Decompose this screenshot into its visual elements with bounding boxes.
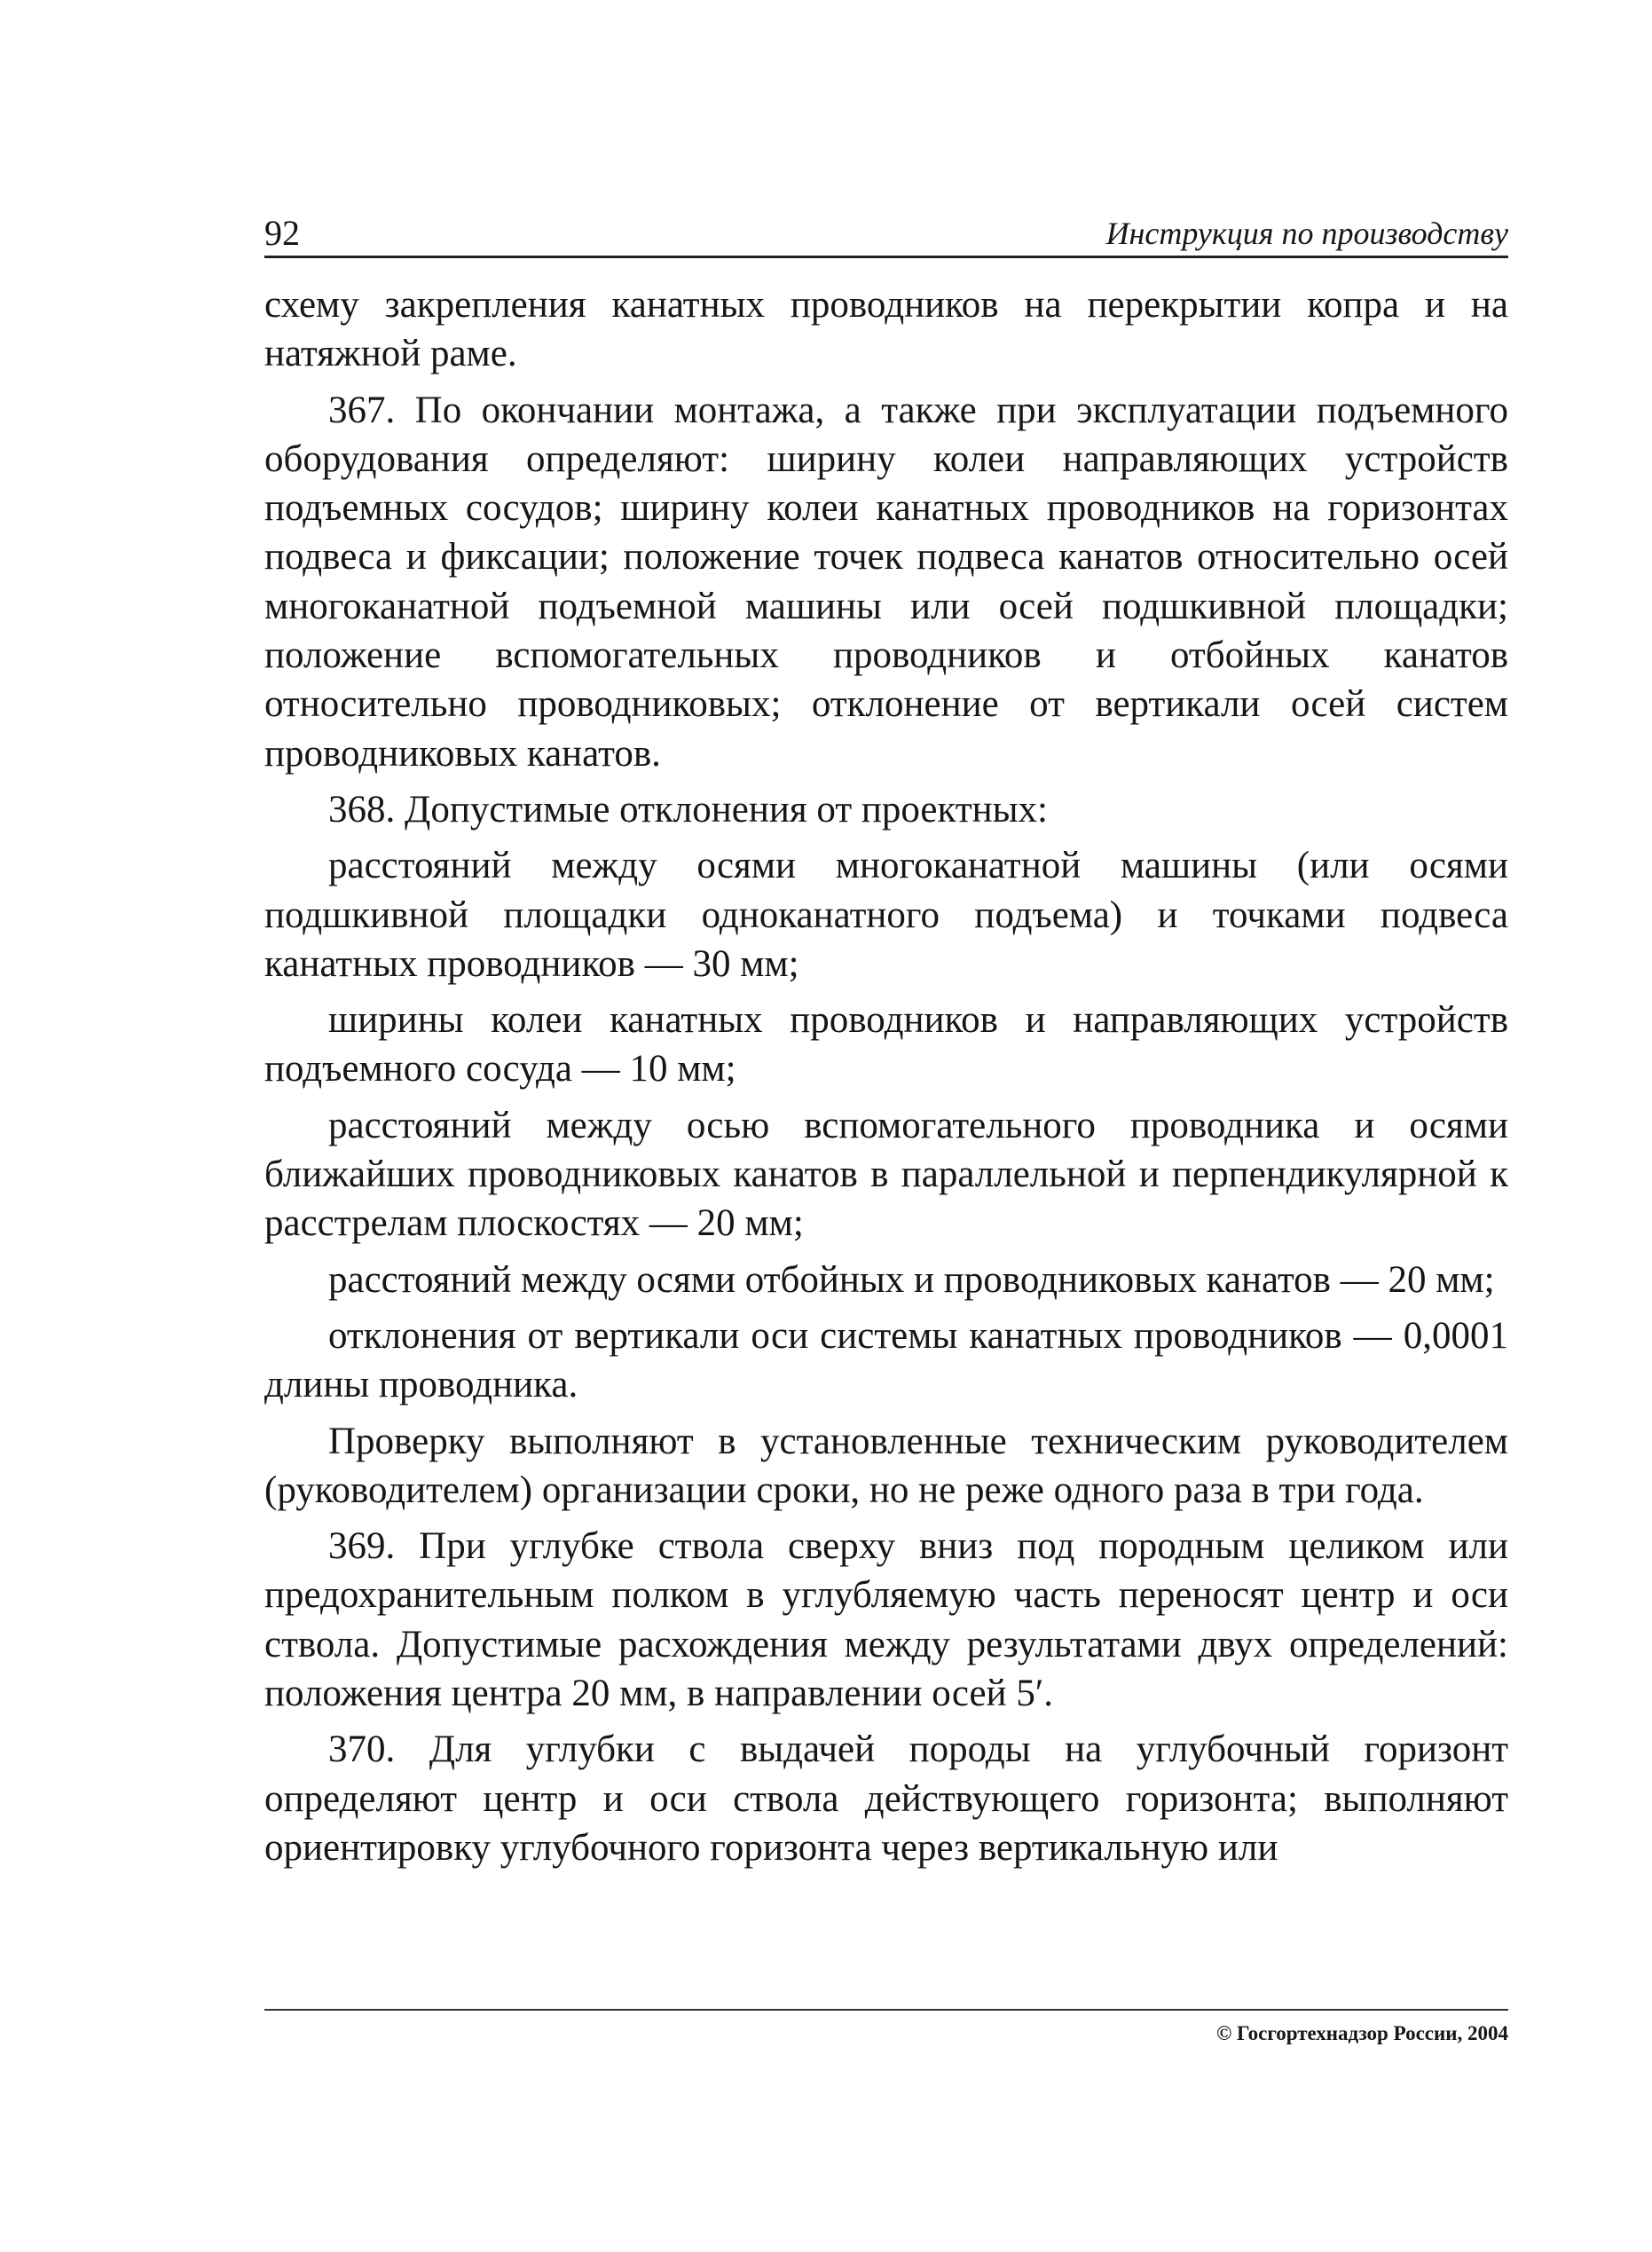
paragraph-369: 369. При углубке ствола сверху вниз под породным целиком или предохранительным полком в углубляемую часть переносят центр и оси ствола. Допустимые расхождения между результатами двух определений: положения центра 20 мм, в направлении осей 5′. (264, 1525, 1508, 1715)
tolerance-item-vertical: отклонения от вертикали оси системы канатных проводников — 0,0001 длины проводника. (264, 1314, 1508, 1406)
tolerance-item-auxiliary-guide: расстояний между осью вспомогательного проводника и осями ближайших проводниковых канатов в параллельной и перпендикулярной к расстрелам плоскостях — 20 мм; (264, 1104, 1508, 1245)
tolerance-item-track-width: ширины колеи канатных проводников и направляющих устройств подъемного сосуда — 10 мм; (264, 999, 1508, 1091)
paragraph-367: 367. По окончании монтажа, а также при эксплуатации подъемного оборудования определяют: ширину колеи направляющих устройств подъемных сосудов; ширину колеи канатных проводников на горизонтах подвеса и фиксации; положение точек подвеса канатов относительно осей многоканатной подъемной машины или осей подшкивной площадки; положение вспомогательных проводников и отбойных канатов относительно проводниковых; отклонение от вертикали осей систем проводниковых канатов. (264, 389, 1508, 775)
paragraph-368: 368. Допустимые отклонения от проектных: (328, 788, 1048, 831)
page-header (264, 213, 1508, 258)
tolerance-item-suspension: расстояний между осями многоканатной машины (или осями подшкивной площадки одноканатного подъема) и точками подвеса канатных проводников — 30 мм; (264, 845, 1508, 985)
running-title: Инструкция по производству (1105, 216, 1508, 251)
footer-copyright: © Госгортехнадзор России, 2004 (1216, 2022, 1508, 2044)
body-text (264, 280, 1508, 1872)
paragraph-inspection: Проверку выполняют в установленные техническим руководителем (руководителем) организации сроки, но не реже одного раза в три года. (264, 1420, 1508, 1511)
page-number: 92 (264, 213, 300, 253)
paragraph-370: 370. Для углубки с выдачей породы на углубочный горизонт определяют центр и оси ствола действующего горизонта; выполняют ориентировку углубочного горизонта через вертикальную или (264, 1728, 1508, 1869)
paragraph-continuation: схему закрепления канатных проводников на перекрытии копра и на натяжной раме. (264, 284, 1508, 375)
tolerance-item-buffer-ropes: расстояний между осями отбойных и проводниковых канатов — 20 мм; (328, 1258, 1495, 1301)
footer-divider (264, 2009, 1508, 2011)
